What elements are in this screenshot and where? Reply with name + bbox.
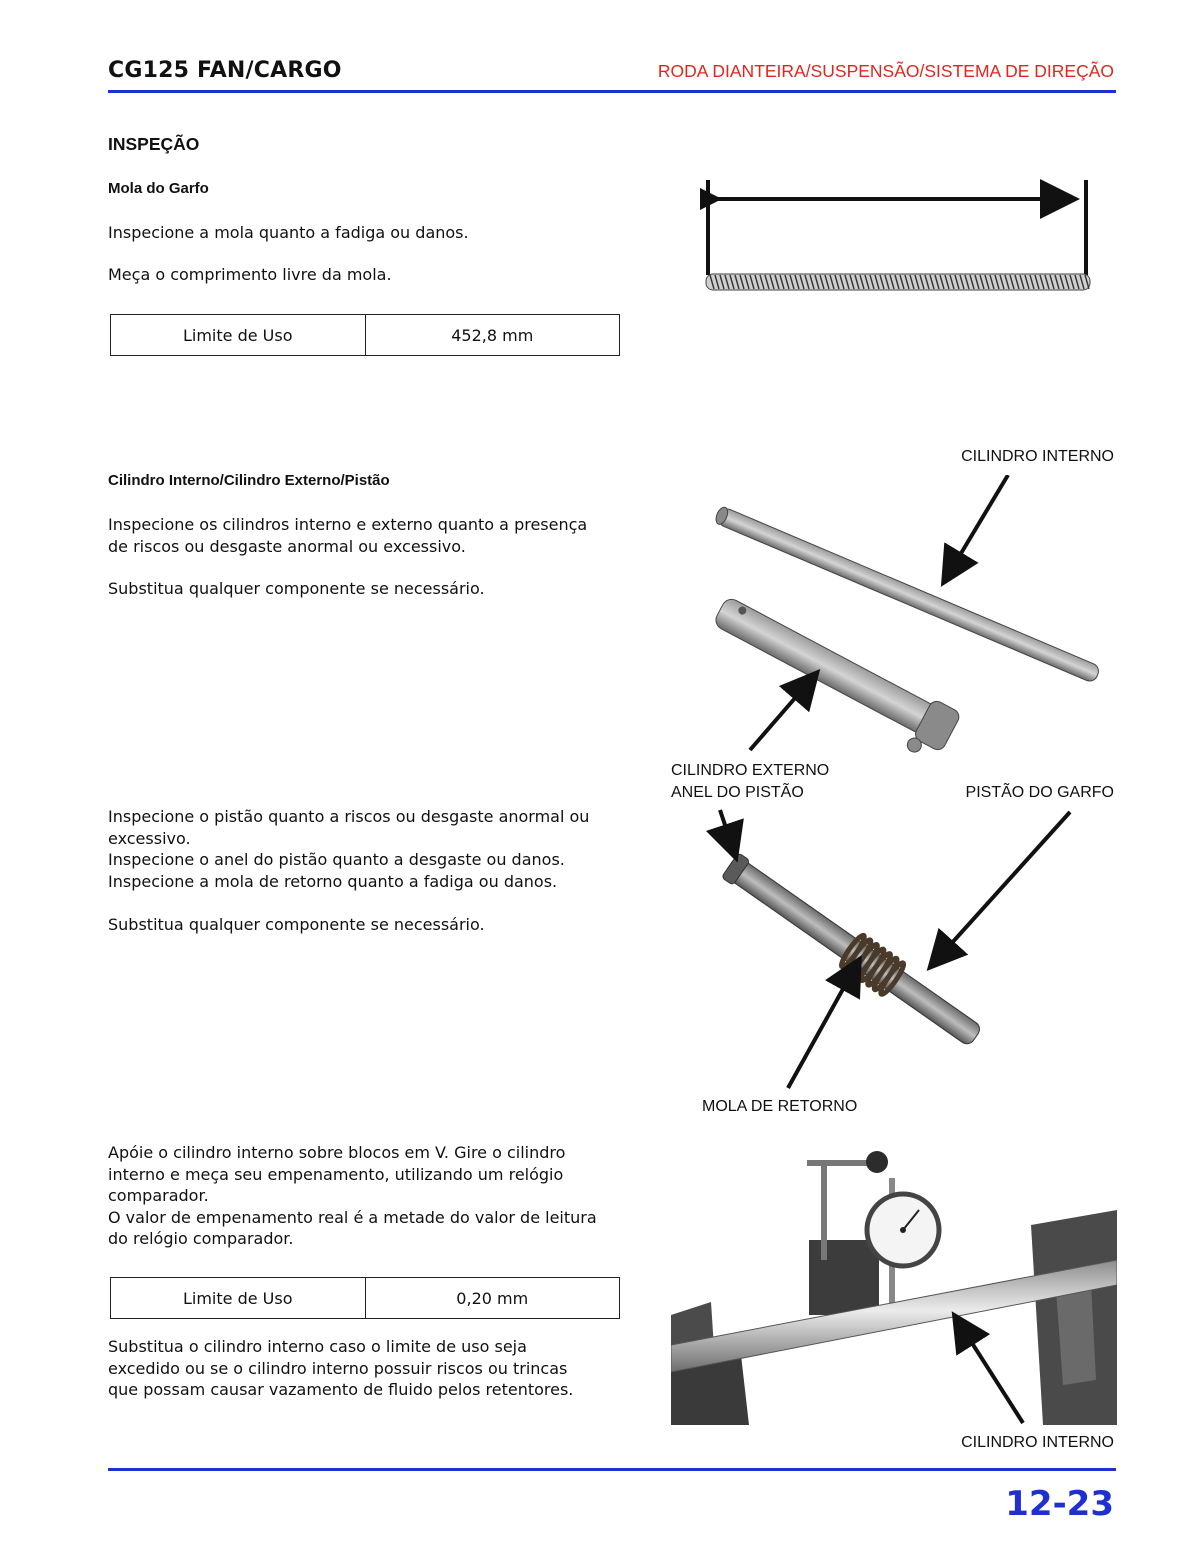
cylinders-paragraph-2: Substitua qualquer componente se necessário.	[108, 579, 485, 598]
header-rule	[108, 90, 1116, 93]
label-fork-piston: PISTÃO DO GARFO	[965, 784, 1114, 801]
label-inner-cylinder-runout: CILINDRO INTERNO	[961, 1434, 1114, 1451]
cylinders-subheading: Cilindro Interno/Cilindro Externo/Pistão	[108, 472, 390, 489]
runout-limit-table	[110, 1277, 620, 1319]
runout-paragraph-1: Apóie o cilindro interno sobre blocos em V. Gire o cilindro interno e meça seu empenamento, utilizando um relógio comparador. O valor de empenamento real é a metade do valor de leitura do relógio comparador.	[108, 1143, 597, 1248]
spring-paragraph-1: Inspecione a mola quanto a fadiga ou danos.	[108, 223, 469, 242]
cylinders-figure	[700, 475, 1120, 760]
limit-label-cell: Limite de Uso	[111, 1278, 366, 1319]
piston-figure	[700, 800, 1120, 1090]
piston-paragraph-2: Substitua qualquer componente se necessário.	[108, 915, 485, 934]
spring-paragraph-2: Meça o comprimento livre da mola.	[108, 265, 392, 284]
table-row	[111, 315, 620, 356]
spring-subheading: Mola do Garfo	[108, 180, 209, 197]
footer-rule	[108, 1468, 1116, 1471]
limit-label-cell: Limite de Uso	[111, 315, 366, 356]
limit-value-cell: 0,20 mm	[365, 1278, 620, 1319]
spring-length-figure	[700, 175, 1100, 300]
limit-value-cell: 452,8 mm	[365, 315, 620, 356]
label-piston-ring: ANEL DO PISTÃO	[671, 784, 804, 801]
manual-title: CG125 FAN/CARGO	[108, 58, 342, 83]
section-title: RODA DIANTEIRA/SUSPENSÃO/SISTEMA DE DIREÇÃO	[657, 61, 1114, 81]
cylinders-paragraph-1: Inspecione os cilindros interno e externo quanto a presença de riscos ou desgaste anormal ou excessivo.	[108, 515, 588, 556]
label-return-spring: MOLA DE RETORNO	[702, 1098, 858, 1115]
label-inner-cylinder: CILINDRO INTERNO	[961, 448, 1114, 465]
label-outer-cylinder: CILINDRO EXTERNO	[671, 762, 830, 779]
inspection-heading: INSPEÇÃO	[108, 134, 200, 154]
runout-paragraph-2: Substitua o cilindro interno caso o limite de uso seja excedido ou se o cilindro interno possuir riscos ou trincas que possam causar vazamento de fluido pelos retentores.	[108, 1337, 574, 1399]
page-number: 12-23	[1005, 1484, 1114, 1524]
piston-paragraph-1: Inspecione o pistão quanto a riscos ou desgaste anormal ou excessivo. Inspecione o anel do pistão quanto a desgaste ou danos. Inspecione a mola de retorno quanto a fadiga ou danos.	[108, 807, 590, 891]
spring-limit-table	[110, 314, 620, 356]
runout-figure	[671, 1140, 1117, 1425]
table-row	[111, 1278, 620, 1319]
